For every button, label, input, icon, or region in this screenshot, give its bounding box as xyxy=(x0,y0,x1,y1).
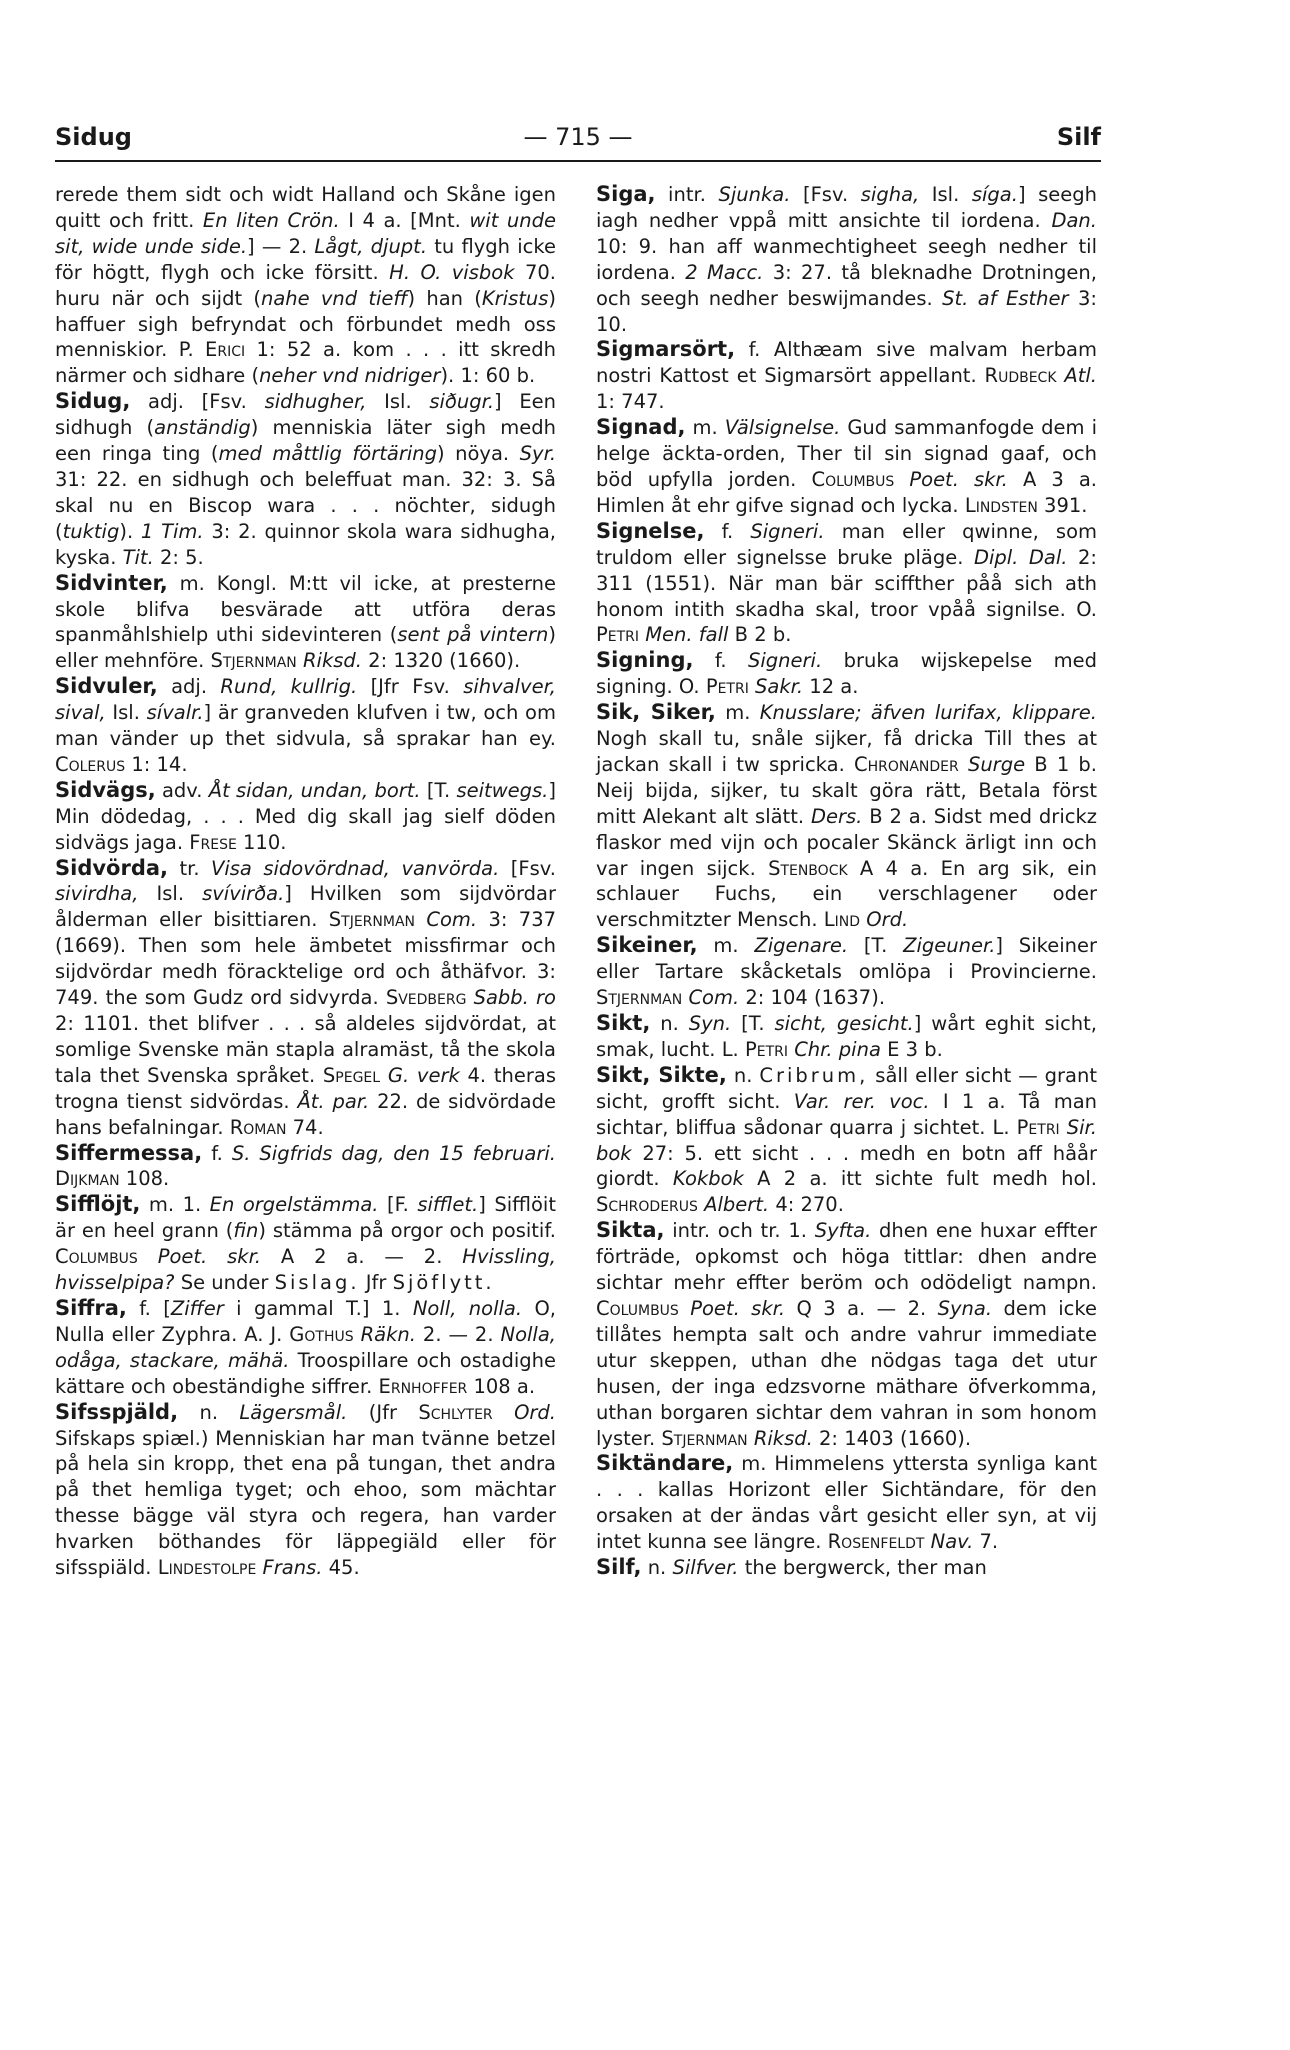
entry-text: Riksd. xyxy=(753,1426,813,1450)
entry-text: Räkn. xyxy=(360,1322,416,1346)
entry-text: Nolla, odåga, stackare, mähä. xyxy=(55,1322,557,1372)
entry-text: seitwegs. xyxy=(456,778,549,802)
entry-text: n. xyxy=(178,1400,240,1424)
dictionary-entry xyxy=(596,700,1097,933)
entry-text: sigha, xyxy=(860,183,920,206)
entry-text: Lind xyxy=(823,908,861,932)
entry-text: Com. xyxy=(688,986,740,1010)
entry-text: Dipl. Dal. xyxy=(973,545,1068,569)
entry-text: E 3 b. xyxy=(880,1037,943,1061)
entry-text: Kristus xyxy=(481,286,549,310)
entry-text: Cribrum, xyxy=(759,1063,869,1087)
entry-text: Isl. xyxy=(366,390,430,414)
entry-text: ) han ( xyxy=(407,286,482,310)
entry-text: Frese xyxy=(189,830,237,854)
entry-text: Ziffer xyxy=(170,1296,224,1320)
entry-text: Åt sidan, undan, bort. xyxy=(208,778,421,802)
entry-text: [Fsv. xyxy=(790,183,861,206)
entry-text: bruka wijskepelse med signing. O. xyxy=(596,649,1097,699)
entry-text: tr. xyxy=(168,856,212,880)
dictionary-entry xyxy=(596,182,1097,337)
entry-text: Signeri. xyxy=(750,519,825,543)
header-left-word: Sidug xyxy=(55,123,132,151)
entry-text: 10: 9. han aff wanmechtigheet seegh nedher til iordena. xyxy=(596,234,1097,284)
entry-text: En liten Crön. xyxy=(202,208,340,232)
entry-text: sidhugher, xyxy=(264,390,367,414)
entry-text: ) stämma på orgor och positif. xyxy=(258,1219,556,1243)
entry-text: Columbus xyxy=(596,1296,679,1320)
entry-text: ) nöya. xyxy=(437,442,520,466)
entry-text: i gammal T.] 1. xyxy=(223,1296,413,1320)
entry-text: Sifskaps spiæl.) Menniskian har man tvänne betzel på hela sin kropp, thet ena på tungan, thet andra på thet hemliga tyget; och ehoo, som mächtar thesse bägge väl styra och regera, han varder hvarken böthandes för läppegiäld eller för sifsspiäld. xyxy=(55,1426,556,1580)
entry-text: ] Een sidhugh ( xyxy=(55,390,556,440)
entry-text: Nav. xyxy=(930,1530,974,1554)
entry-text: A 3 a. Himlen åt ehr gifve signad och lycka. xyxy=(596,467,1098,517)
entry-text xyxy=(415,908,426,931)
entry-headword: Sik, Siker, xyxy=(596,700,716,725)
entry-text: sicht, gesicht. xyxy=(774,1012,914,1035)
entry-text: 2. — 2. xyxy=(415,1322,501,1346)
entry-text: m. xyxy=(685,416,725,440)
entry-text: siðugr. xyxy=(429,390,495,414)
entry-text: 2: 1101. thet blifver . . . så aldeles sijdvördat, at somlige Svenske män stapla alramäst, tå the skola tala thet Svenska språket. xyxy=(55,1012,556,1087)
entry-headword: Sidvörda, xyxy=(55,855,169,880)
entry-text: 2: 1320 (1660). xyxy=(361,649,521,673)
dictionary-entry xyxy=(596,1218,1097,1451)
entry-text: Noll, nolla. xyxy=(412,1296,523,1320)
entry-text: såll eller sicht — grant sicht, grofft sicht. xyxy=(596,1063,1097,1113)
entry-text: Svedberg xyxy=(385,986,467,1010)
entry-text: O, Nulla eller Zyphra. A. J. xyxy=(55,1296,557,1346)
entry-headword: Signad, xyxy=(596,415,686,440)
entry-text: n. xyxy=(650,1012,689,1035)
entry-text: sihvalver, sival, xyxy=(55,675,557,725)
entry-text: ] seegh iagh nedher vppå mitt ansichte til iordena. xyxy=(596,183,1097,232)
entry-text: anständig xyxy=(154,416,251,440)
dictionary-entry xyxy=(55,1296,556,1400)
entry-headword: Sidvinter, xyxy=(55,570,168,595)
entry-text: Lågt, djupt. xyxy=(314,234,428,258)
entry-text: 1: 747. xyxy=(596,390,665,414)
dictionary-entry xyxy=(596,415,1097,519)
entry-text: [T. xyxy=(731,1012,775,1035)
entry-headword: Signelse, xyxy=(596,518,705,543)
entry-text: Sjöflytt. xyxy=(392,1271,495,1295)
entry-text: [Fsv. xyxy=(499,856,556,880)
entry-text: sent på vintern xyxy=(397,623,549,647)
dictionary-entry xyxy=(55,571,556,675)
right-column xyxy=(596,182,1097,1581)
entry-text: Zigeuner. xyxy=(903,934,996,958)
entry-text: Knusslare; äfven lurifax, klippare. xyxy=(759,701,1097,725)
entry-text: intr. xyxy=(655,183,719,206)
entry-text: f. xyxy=(693,649,748,673)
entry-text xyxy=(679,1297,690,1320)
dictionary-entry xyxy=(55,1192,556,1296)
entry-text: 108 a. xyxy=(467,1374,536,1398)
entry-text: Columbus xyxy=(811,467,895,491)
entry-text: G. verk xyxy=(387,1063,460,1087)
entry-text: Silfver. xyxy=(672,1556,739,1580)
entry-text: En orgelstämma. xyxy=(209,1193,379,1217)
entry-text: man eller qwinne, som truldom eller signelsse bruke pläge. xyxy=(596,519,1097,569)
entry-text: 3: 737 (1669). Then som hele ämbetet missfirmar och sijdvördar medh föracktelige ord och åthäfvor. 3: 749. the som Gudz ord sidvyrda. xyxy=(55,908,557,1010)
entry-text: Sir. bok xyxy=(596,1115,1097,1165)
entry-text: Erici xyxy=(205,338,246,362)
entry-headword: Sidug, xyxy=(55,389,131,414)
entry-text xyxy=(138,1245,158,1268)
entry-text: H. O. visbok xyxy=(389,260,515,284)
entry-headword: Sikeiner, xyxy=(596,933,698,958)
entry-text: 27: 5. ett sicht . . . medh en botn aff håår giordt. xyxy=(596,1141,1097,1191)
entry-headword: Sigmarsört, xyxy=(596,337,736,362)
entry-text: Atl. xyxy=(1064,364,1097,388)
entry-headword: Silf, xyxy=(596,1555,642,1580)
entry-text: ) haffuer sigh befryndat och förbundet medh oss menniskior. P. xyxy=(55,286,556,362)
entry-text: Rudbeck xyxy=(984,364,1057,388)
entry-headword: Sidvuler, xyxy=(55,674,158,699)
entry-text: 31: 22. en sidhugh och beleffuat man. 32: 3. Så skal nu en Biscop wara . . . nöchter, sidugh ( xyxy=(55,467,556,543)
entry-text xyxy=(1060,1116,1067,1139)
entry-text: Ord. xyxy=(866,908,909,932)
entry-text: ). xyxy=(119,519,141,543)
entry-text: 2: 104 (1637). xyxy=(739,986,886,1010)
entry-text: Lindestolpe xyxy=(157,1556,257,1580)
entry-text: 391. xyxy=(1037,493,1088,517)
entry-text: Dan. xyxy=(1051,208,1097,232)
entry-text: fin xyxy=(233,1219,259,1243)
entry-text: Troospillare och ostadighe kättare och obeständighe siffrer. xyxy=(55,1348,556,1398)
entry-text: m. xyxy=(697,934,755,958)
entry-headword: Signing, xyxy=(596,648,694,673)
entry-text: Lägersmål. xyxy=(239,1400,348,1424)
entry-text: 2: 311 (1551). När man bär sciffther påå sich ath honom intith skadha skal, troor vpåå signilse. O. xyxy=(596,545,1097,621)
entry-text: Chronander xyxy=(853,752,959,776)
entry-text: sivirdha, xyxy=(55,882,139,906)
entry-text: f. xyxy=(202,1141,232,1165)
entry-text: [Jfr Fsv. xyxy=(357,675,464,699)
entry-text: Var. rer. voc. xyxy=(793,1089,930,1113)
entry-text: 7. xyxy=(973,1530,999,1554)
entry-text: 2: 5. xyxy=(153,545,204,569)
entry-text: m. Himmelens yttersta synliga kant . . . kallas Horizont eller Sichtändare, för den orsaken at der ändas vårt gesicht eller syn, at vij intet kunna see längre. xyxy=(596,1452,1097,1554)
entry-text: Ord. xyxy=(514,1400,557,1424)
entry-headword: Sikta, xyxy=(596,1218,665,1243)
entry-text: [F. xyxy=(378,1193,418,1217)
entry-text: 45. xyxy=(322,1556,360,1580)
dictionary-entry xyxy=(55,389,556,570)
entry-text: Petri xyxy=(744,1037,788,1061)
left-column xyxy=(55,182,556,1581)
entry-text: ] Sifflöit är en heel grann ( xyxy=(55,1193,556,1243)
entry-text: 4: 270. xyxy=(769,1193,844,1217)
entry-text: Sjunka. xyxy=(718,183,791,206)
dictionary-entry xyxy=(55,674,556,778)
entry-text: ) menniskia läter sigh medh een ringa ting ( xyxy=(55,416,557,466)
entry-text: dhen ene huxar effter förträde, opkomst och höga tittlar: dhen andre sichtar mehr effter beröm och odödeligt nampn. xyxy=(596,1219,1097,1295)
entry-text: Stjernman xyxy=(328,908,416,932)
entry-text: the bergwerck, ther man xyxy=(738,1556,987,1580)
entry-text: Sislag. xyxy=(274,1271,360,1295)
entry-text: sívalr. xyxy=(146,701,204,725)
entry-text: Stenbock xyxy=(768,856,848,880)
entry-text: Riksd. xyxy=(302,649,362,673)
entry-text: 108. xyxy=(119,1167,170,1191)
entry-headword: Siffra, xyxy=(55,1295,127,1320)
entry-text: Sakr. xyxy=(755,675,804,699)
entry-text: S. Sigfrids dag, den 15 februari. xyxy=(231,1141,557,1165)
entry-text: 1: 14. xyxy=(125,752,188,776)
entry-text: Chr. pina xyxy=(794,1037,881,1061)
entry-text: 2 Macc. xyxy=(685,260,764,284)
dictionary-entry xyxy=(596,1063,1097,1218)
entry-text: svívirða. xyxy=(202,882,285,906)
entry-headword: Siktändare, xyxy=(596,1451,734,1476)
entry-text: m. 1. xyxy=(140,1193,210,1217)
entry-text: A 2 a. itt sichte fult medh hol. xyxy=(743,1167,1097,1191)
entry-text: tuktig xyxy=(62,519,120,543)
entry-text: 110. xyxy=(236,830,287,854)
entry-text: Columbus xyxy=(55,1245,138,1269)
entry-text: Schroderus xyxy=(596,1193,698,1217)
entry-text: ] — 2. xyxy=(247,234,315,258)
entry-text xyxy=(380,1064,388,1087)
entry-text: Petri xyxy=(596,623,640,647)
entry-text xyxy=(493,1401,514,1424)
entry-text: neher vnd nidriger xyxy=(259,364,441,388)
entry-text: Signeri. xyxy=(748,649,823,673)
entry-text: nahe vnd tieff xyxy=(260,286,408,310)
entry-text: Poet. skr. xyxy=(690,1296,786,1320)
entry-text: Gothus xyxy=(289,1322,354,1346)
dictionary-entry xyxy=(596,1555,1097,1581)
page-number: — 715 — xyxy=(523,123,633,151)
dictionary-entry xyxy=(55,1400,556,1581)
entry-text: Q 3 a. — 2. xyxy=(785,1296,938,1320)
entry-text: dem icke tillåtes hempta salt och andre vahrur immediate utur skeppen, uthan dhe nödgas taga det utur husen, der inga edzsvorne mäthare öfverkomma, uthan borgaren sichtar dem vahran in som honom lyster. xyxy=(596,1296,1097,1450)
header-rule xyxy=(55,160,1101,162)
entry-text: 22. de sidvördade hans befalningar. xyxy=(55,1089,556,1139)
entry-text: m. Kongl. M:tt vil icke, at presterne skole blifva besvärade att utföra deras spanmåhlshielp uthi sidevinteren ( xyxy=(55,571,556,647)
entry-text: Ders. xyxy=(810,804,863,828)
entry-text: Jfr xyxy=(359,1271,393,1295)
entry-text: Petri xyxy=(705,675,749,699)
entry-text: B 1 b. Neij bijda, sijker, tu skalt göra rätt, Betala först mitt Alekant alt slätt. xyxy=(596,752,1097,828)
dictionary-entry xyxy=(55,1141,556,1193)
dictionary-entry xyxy=(55,182,556,389)
entry-text: Isl. xyxy=(919,183,972,206)
entry-text: Hvissling, hvisselpipa? xyxy=(55,1245,556,1295)
entry-text: 4. theras trogna tienst sidvördas. xyxy=(55,1063,557,1113)
entry-text: ) eller mehnföre. xyxy=(55,623,556,673)
entry-text: Isl. xyxy=(105,701,147,725)
entry-text: 3: 10. xyxy=(596,286,1097,336)
entry-text: I 4 a. [Mnt. xyxy=(339,208,470,232)
entry-text xyxy=(354,1323,361,1346)
entry-text: St. af Esther xyxy=(942,286,1069,310)
entry-text: ] Min dödedag, . . . Med dig skall jag sielf döden sidvägs jaga. xyxy=(55,778,556,854)
entry-text: A 4 a. En arg sik, ein schlauer Fuchs, ein verschlagener oder verschmitzter Mensch. xyxy=(596,856,1097,932)
entry-text: Åt. par. xyxy=(297,1089,370,1113)
entry-headword: Sidvägs, xyxy=(55,777,156,802)
entry-text: ] är granveden klufven i tw, och om man vänder up thet sidvula, så sprakar han ey. xyxy=(55,701,556,751)
entry-text: Kokbok xyxy=(672,1167,744,1191)
entry-text: adj. [Fsv. xyxy=(130,390,265,414)
entry-text: síga. xyxy=(971,183,1018,206)
entry-text: Zigenare. xyxy=(754,934,849,958)
entry-headword: Sifflöjt, xyxy=(55,1192,141,1217)
entry-text: Roman xyxy=(229,1115,287,1139)
entry-text: [T. xyxy=(848,934,904,958)
entry-text: Stjernman xyxy=(596,986,683,1010)
entry-text: wit unde sit, wide unde side. xyxy=(55,208,556,258)
entry-text: adv. xyxy=(155,778,209,802)
entry-text: Frans. xyxy=(262,1556,323,1580)
entry-text: tu flygh icke för högtt, flygh och icke försitt. xyxy=(55,234,556,284)
entry-text xyxy=(959,753,968,776)
entry-text: Ernhoffer xyxy=(378,1374,468,1398)
entry-text: (Jfr xyxy=(347,1400,419,1424)
entry-text: B 2 b. xyxy=(728,623,792,647)
entry-text: Com. xyxy=(426,908,478,932)
entry-text: Syn. xyxy=(688,1012,732,1035)
dictionary-entry xyxy=(596,1011,1097,1063)
entry-text xyxy=(466,986,473,1009)
entry-headword: Sikt, xyxy=(596,1011,651,1035)
entry-text: Sabb. ro xyxy=(473,986,556,1010)
entry-text: sifflet. xyxy=(417,1193,479,1217)
entry-text: f. xyxy=(704,519,751,543)
entry-text: Syr. xyxy=(519,442,557,466)
dictionary-entry xyxy=(596,933,1097,1011)
entry-text: Syfta. xyxy=(814,1219,872,1243)
entry-text: m. xyxy=(715,701,760,725)
entry-headword: Sikt, Sikte, xyxy=(596,1062,727,1087)
entry-text: 3: 2. quinnor skola wara sidhugha, kyska. xyxy=(55,519,556,569)
entry-text: rerede them sidt och widt Halland och Skåne igen quitt och fritt. xyxy=(55,183,556,232)
entry-text: ] Sikeiner eller Tartare skåcketals omlöpa i Provincierne. xyxy=(596,934,1097,984)
entry-headword: Siga, xyxy=(596,182,656,206)
entry-text: A 2 a. — 2. xyxy=(261,1245,463,1269)
entry-text: ] Hvilken som sijdvördar ålderman eller bisittiaren. xyxy=(55,882,556,932)
entry-text: n. xyxy=(726,1063,760,1087)
dictionary-entry xyxy=(55,856,556,1141)
entry-text: Colerus xyxy=(55,752,126,776)
header-right-word: Silf xyxy=(1056,123,1101,151)
entry-text: I 1 a. Tå man sichtar, bliffua sådonar quarra j sichtet. L. xyxy=(596,1089,1098,1139)
entry-text: Men. fall xyxy=(645,623,729,647)
entry-text: Stjernman xyxy=(661,1426,748,1450)
entry-text: Spegel xyxy=(322,1063,381,1087)
entry-text: intr. och tr. 1. xyxy=(664,1219,815,1243)
entry-text: 70. huru när och sijdt ( xyxy=(55,260,557,310)
running-header xyxy=(55,117,1101,157)
entry-text: Petri xyxy=(1016,1115,1060,1139)
entry-text xyxy=(894,468,909,491)
entry-text: Lindsten xyxy=(964,493,1038,517)
entry-text: [T. xyxy=(420,778,457,802)
entry-headword: Siffermessa, xyxy=(55,1140,203,1165)
entry-text: ). 1: 60 b. xyxy=(440,364,536,388)
entry-text: Stjernman xyxy=(210,649,297,673)
entry-text: Rosenfeldt xyxy=(827,1530,925,1554)
entry-text: Dijkman xyxy=(55,1167,120,1191)
dictionary-entry xyxy=(596,648,1097,700)
entry-text: Poet. skr. xyxy=(157,1245,261,1269)
entry-text: Albert. xyxy=(704,1193,770,1217)
entry-text: Syna. xyxy=(937,1296,993,1320)
dictionary-entry xyxy=(596,519,1097,649)
entry-text: med måttlig förtäring xyxy=(218,442,437,466)
entry-text: Rund, kullrig. xyxy=(220,675,358,699)
entry-text: f. [ xyxy=(126,1296,171,1320)
entry-text: ] wårt eghit sicht, smak, lucht. L. xyxy=(596,1012,1097,1061)
entry-text: B 2 a. Sidst med drickz flaskor med vijn och pocaler Skänck ärligt inn och var ingen sijck. xyxy=(596,804,1097,880)
entry-text: Nogh skall tu, snåle sijker, få dricka Till thes at jackan skall i tw spricka. xyxy=(596,727,1097,776)
entry-text: Visa sidovördnad, vanvörda. xyxy=(211,856,500,880)
entry-text: Se under xyxy=(174,1271,275,1295)
entry-text: 74. xyxy=(286,1115,324,1139)
entry-text: Schlyter xyxy=(418,1400,493,1424)
entry-text: 3: 27. tå bleknadhe Drotningen, och seegh nedher beswijmandes. xyxy=(596,260,1097,310)
entry-text: Surge xyxy=(967,752,1026,776)
entry-text: Isl. xyxy=(138,882,203,906)
entry-headword: Sifsspjäld, xyxy=(55,1399,179,1424)
entry-text: adj. xyxy=(157,675,221,699)
entry-text: Välsignelse. xyxy=(724,416,841,440)
entry-text: Tit. xyxy=(122,545,154,569)
entry-text: 1: 52 a. kom . . . itt skredh närmer och sidhare ( xyxy=(55,338,557,388)
dictionary-entry xyxy=(55,778,556,856)
dictionary-entry xyxy=(596,1451,1097,1555)
entry-text: n. xyxy=(641,1556,673,1580)
entry-text: Poet. skr. xyxy=(909,467,1008,491)
dictionary-entry xyxy=(596,337,1097,415)
entry-text: 1 Tim. xyxy=(140,519,204,543)
entry-text: 2: 1403 (1660). xyxy=(812,1426,972,1450)
entry-text: f. Althæam sive malvam herbam nostri Kattost et Sigmarsört appellant. xyxy=(596,338,1097,388)
entry-text: 12 a. xyxy=(803,675,859,699)
entry-text: Gud sammanfogde dem i helge äckta-orden, Ther til sin signad gaaf, och böd upfylla jorden. xyxy=(596,416,1097,491)
